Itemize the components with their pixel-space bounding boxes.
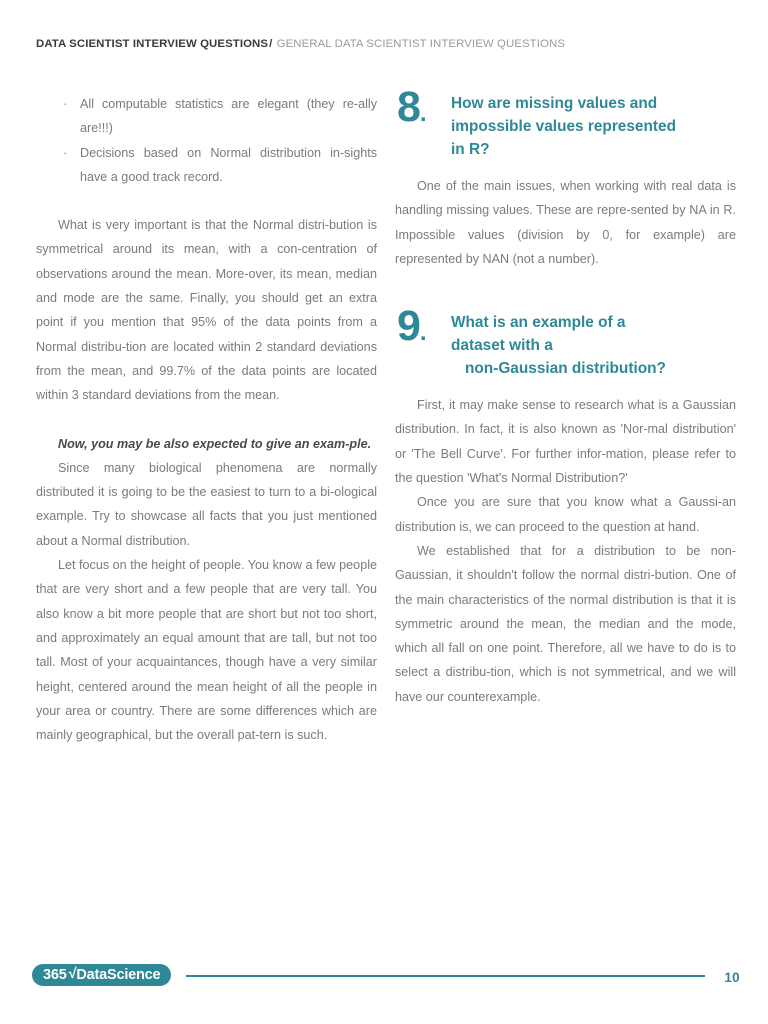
question-title-line: How are missing values and <box>451 95 658 112</box>
paragraph: We established that for a distribution to be non-Gaussian, it shouldn't follow the normal distri-bution. One of the main characteristics of the normal distribution is that it is symmetric around the mean, the median and the mode, which all fall on one point. Therefore, all we have to do is to select a distribu-tion, which is not symmetrical, and we will have our counterexample. <box>395 543 736 704</box>
brand-logo <box>32 964 171 986</box>
paragraph: Once you are sure that you know what a Gaussi-an distribution is, we can proceed to the question at hand. <box>395 495 736 534</box>
question-title-line: dataset with a <box>451 337 553 355</box>
logo-suffix: DataScience <box>76 967 161 983</box>
question-title-line: What is an example of a <box>451 314 626 332</box>
footer-divider <box>186 975 705 977</box>
question-title-9 <box>451 311 736 380</box>
question-title-8 <box>451 92 736 161</box>
left-column <box>36 92 377 747</box>
heading-spacer <box>395 162 736 174</box>
paragraph-spacer <box>36 189 377 213</box>
heading-spacer <box>395 381 736 393</box>
header-separator: / <box>269 38 273 50</box>
question-title-line: non-Gaussian distribution? <box>465 360 666 378</box>
paragraph: Since many biological phenomena are normally distributed it is going to be the easiest to turn to a bi-ological example. Try to showcase all facts that you just mentioned about a Normal distribution. <box>36 460 377 548</box>
logo-shadow-artifact <box>36 988 39 994</box>
question-title-line: impossible values represented <box>451 118 676 135</box>
paragraph: One of the main issues, when working with real data is handling missing values. These are repre-sented by NA in R. Impossible values (division by 0, for example) are represented by NAN (not a number). <box>395 179 736 266</box>
paragraph: Let focus on the height of people. You know a few people that are very short and a few people that are very tall. You also know a bit more people that are short but not too short, and approximately an equal amount that are tall, but not too tall. Most of your acquaintances, though have a very similar height, centered around the mean height of all the people in your area or country. There are some differences which are mainly geographical, but the overall pat-tern is such. <box>36 558 377 743</box>
paragraph: What is very important is that the Normal distri-bution is symmetrical around its mean, with a con-centration of observations around the mean. More-over, its mean, median and mode are the same. Finally, you should get an extra point if you mention that 95% of the data points from a Normal distribu-tion are located within 2 standard deviations from the mean, and 99.7% of the data points are located within 3 standard deviations from the mean. <box>36 218 377 403</box>
question-heading-8 <box>395 83 736 162</box>
header-title-bold: DATA SCIENTIST INTERVIEW QUESTIONS <box>36 38 269 50</box>
emphasis-paragraph: Now, you may be also expected to give an exam-ple. <box>58 436 372 451</box>
section-spacer <box>395 271 736 311</box>
list-item-text: Decisions based on Normal distribution in-sights have a good track record. <box>80 145 377 184</box>
radical-icon: √ <box>68 966 77 982</box>
running-header <box>36 38 565 50</box>
list-item-text: All computable statistics are elegant (they re-ally are!!!) <box>80 97 377 136</box>
list-item <box>36 92 377 141</box>
body-columns <box>36 83 736 882</box>
list-item <box>36 141 377 190</box>
right-column <box>395 83 736 709</box>
logo-prefix: 365 <box>43 967 67 983</box>
bullet-list <box>36 92 377 189</box>
question-number-9: 9. <box>397 302 426 351</box>
paragraph-spacer <box>36 408 377 432</box>
page-number: 10 <box>724 970 740 985</box>
question-title-line: in R? <box>451 141 490 158</box>
bullet-dot-icon: · <box>63 97 68 111</box>
paragraph: First, it may make sense to research what is a Gaussian distribution. In fact, it is also known as 'Nor-mal distribution' or 'The Bell Curve'. For further infor-mation, please refer to the question 'What's Normal Distribution?' <box>395 398 736 486</box>
question-heading-9 <box>395 302 736 381</box>
question-number-8: 8. <box>397 83 426 131</box>
page-footer <box>0 928 768 1024</box>
header-title-light: GENERAL DATA SCIENTIST INTERVIEW QUESTIONS <box>276 38 565 50</box>
bullet-dot-icon: · <box>63 145 68 160</box>
